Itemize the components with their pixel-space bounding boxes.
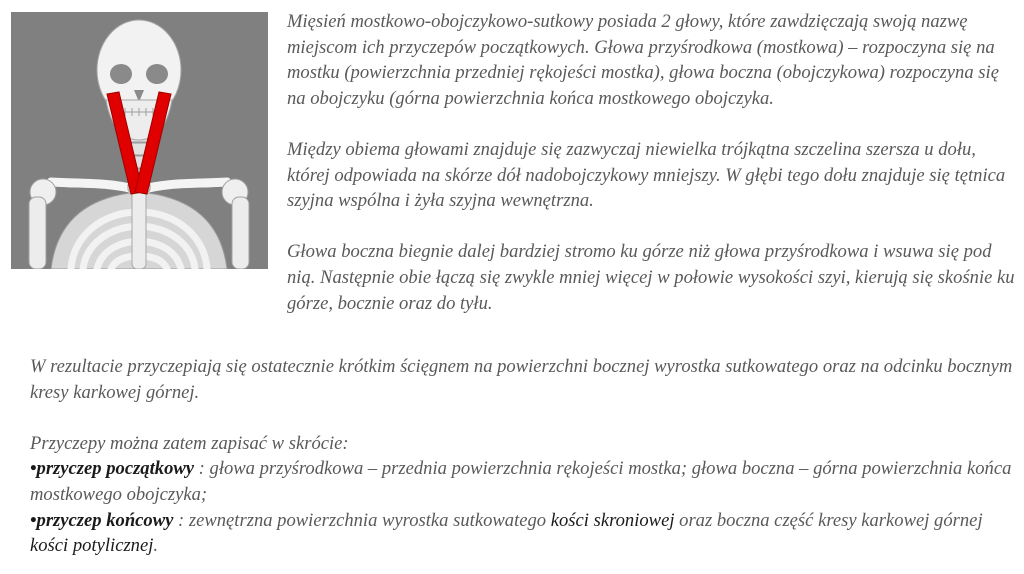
skeleton-neck-muscle-illustration-icon xyxy=(11,12,268,269)
temporal-bone-link[interactable]: kości skroniowej xyxy=(550,509,675,531)
origin-bullet: • xyxy=(30,458,37,480)
paragraph-result: W rezultacie przyczepiają się ostatecznie krótkim ścięgnem na powierzchni bocznej wyrostka sutkowatego oraz na odcinku bocznym kresy karkowej górnej. xyxy=(30,356,1013,403)
insertion-term: przyczep końcowy xyxy=(36,509,174,531)
text-column-bottom xyxy=(30,354,1020,559)
insertion-text-a: : zewnętrzna powierzchnia wyrostka sutkowatego xyxy=(173,509,551,531)
summary-intro: Przyczepy można zatem zapisać w skrócie: xyxy=(30,432,349,454)
origin-item xyxy=(30,456,1020,507)
text-column-top xyxy=(287,9,1017,316)
anatomy-figure xyxy=(11,12,268,269)
paragraph-gap-triangle: Między obiema głowami znajduje się zazwyczaj niewielka trójkątna szczelina szersza u dołu, której odpowiada na skórze dół nadobojczykowy mniejszy. W głębi tego dołu znajduje się tętnica szyjna wspólna i żyła szyjna wewnętrzna. xyxy=(287,138,1006,212)
insertion-text-b: oraz boczna część kresy karkowej górnej xyxy=(674,509,983,531)
origin-term: przyczep początkowy xyxy=(36,458,195,480)
paragraph-lateral-head: Głowa boczna biegnie dalej bardziej stromo ku górze niż głowa przyśrodkowa i wsuwa się pod nią. Następnie obie łączą się zwykle mniej więcej w połowie wysokości szyi, kierują się skośnie ku górze, bocznie oraz do tyłu. xyxy=(287,241,1015,314)
paragraph-heads: Mięsień mostkowo-obojczykowo-sutkowy posiada 2 głowy, które zawdzięczają swoją nazwę miejscom ich przyczepów początkowych. Głowa przyśrodkowa (mostkowa) – rozpoczyna się na mostku (powierzchnia przedniej rękojeści mostka), głowa boczna (obojczykowa) rozpoczyna się na obojczyku (górna powierzchnia końca mostkowego obojczyka. xyxy=(287,11,999,109)
insertion-item xyxy=(30,508,1020,559)
insertion-text-c: . xyxy=(153,535,159,557)
occipital-bone-link[interactable]: kości potylicznej xyxy=(30,535,154,557)
insertion-bullet: • xyxy=(30,509,37,531)
origin-text: : głowa przyśrodkowa – przednia powierzchnia rękojeści mostka; głowa boczna – górna powierzchnia końca mostkowego obojczyka; xyxy=(30,458,1012,505)
